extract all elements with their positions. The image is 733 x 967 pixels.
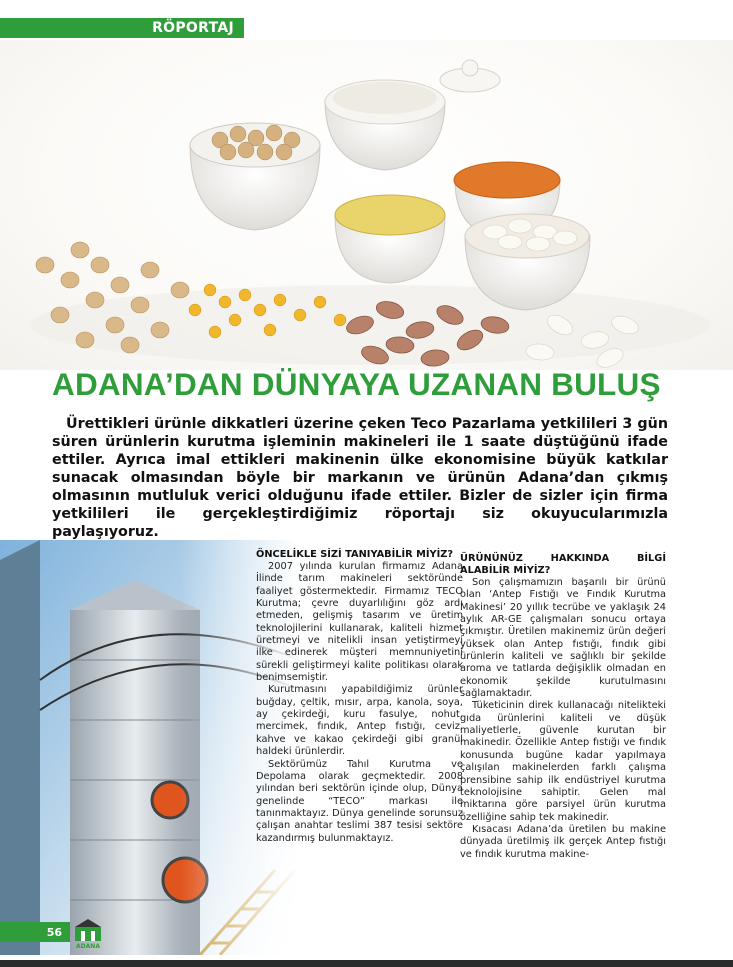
section-label: RÖPORTAJ [152, 20, 234, 36]
dryer-photo [0, 540, 300, 955]
hero-image [0, 40, 733, 370]
answer-1-paragraph-2: Kurutmasını yapabildiğimiz ürünler buğday, çeltik, mısır, arpa, kanola, soya, ay çekirdeği, kuru fasulye, nohut, mercimek, fındık, Antep fıstığı, ceviz, kahve ve kakao çekirdeği gibi granül haldeki ürünlerdir. [256, 684, 463, 758]
answer-1-paragraph-3: Sektörümüz Tahıl Kurutma ve Depolama olarak geçmektedir. 2008 yılından beri sektörün içinde olup, Dünya genelinde “TECO” markası ile tanınmaktayız. Dünya genelinde sorunsuz çalışan anahtar teslimi 387 tesisi sektöre kazandırmış bulunmaktayız. [256, 758, 463, 844]
dryer-tower-illustration [0, 540, 300, 955]
article-column-2 [460, 553, 666, 861]
article-title: ADANA’DAN DÜNYAYA UZANAN BULUŞ [52, 366, 661, 402]
bottom-rule [0, 960, 733, 967]
question-1: ÖNCELİKLE SİZİ TANIYABİLİR MİYİZ? [256, 549, 454, 560]
section-tag [0, 18, 244, 38]
page-number: 56 [46, 925, 62, 939]
page-number-tab [0, 922, 70, 942]
adana-logo-icon [73, 917, 103, 951]
question-2: ÜRÜNÜNÜZ HAKKINDA BİLGİ ALABİLİR MİYİZ? [460, 553, 666, 576]
logo-text: ADANA [76, 943, 100, 950]
grains-illustration [0, 40, 733, 370]
answer-2-paragraph-1: Son çalışmamızın başarılı bir ürünü olan ‘Antep Fıstığı ve Fındık Kurutma Makinesi’ 20 yıllık tecrübe ve yaklaşık 24 aylık AR-GE çalışmaları sonucu ortaya çıkmıştır. Üretilen makinemiz ürün değeri yüksek olan Antep fıstığı, fındık gibi ürünlerin kaliteli ve sağlıklı bir şekilde aroma ve tatlarda değişiklik olmadan en ekonomik şekilde kurutulmasını sağlamaktadır. [460, 577, 666, 700]
article-lead: Ürettikleri ürünle dikkatleri üzerine çeken Teco Pazarlama yetkilileri 3 gün süren ürünlerin kurutma işleminin makineleri ile 1 saate düştüğünü ifade ettiler. Ayrıca imal ettikleri makinenin ülke ekonomisine büyük katkılar sunacak olmasından böyle bir markanın ve ürünün Adana’dan çıkmış olmasının mutluluk verici olduğunu ifade ettiler. Bizler de sizler için firma yetkilileri ile gerçekleştirdiğimiz röportajı siz okuyucularımızla paylaşıyoruz. [52, 416, 668, 540]
answer-1-paragraph-1: 2007 yılında kurulan firmamız Adana İlinde tarım makineleri sektöründe faaliyet göstermektedir. Firmamız TECO Kurutma; çevre duyarlılığını göz ardı etmeden, gelişmiş tasarım ve üretim teknolojilerini kullanarak, kaliteli hizmet üretmeyi ve nitelikli insan yetiştirmeyi ilke edinerek müşteri memnuniyetini sürekli geliştirmeyi kalite politikası olarak benimsemiştir. [256, 561, 463, 684]
article-column-1 [256, 549, 463, 845]
answer-2-paragraph-3: Kısacası Adana’da üretilen bu makine dünyada üretilmiş ilk gerçek Antep fıstığı ve fındık kurutma makine- [460, 823, 666, 860]
answer-2-paragraph-2: Tüketicinin direk kullanacağı nitelikteki gıda ürünlerini kaliteli ve düşük maliyetlerle, güvenle kurutan bir makinedir. Özellikle Antep fıstığı ve fındık konusunda bugüne kadar yapılmaya çalışılan makinelerden farklı çalışma prensibine sahip ilk endüstriyel kurutma teknolojisine sahiptir. Gelen mal miktarına göre parsiyel ürün kurutma özelliğine sahip tek makinedir. [460, 700, 666, 823]
